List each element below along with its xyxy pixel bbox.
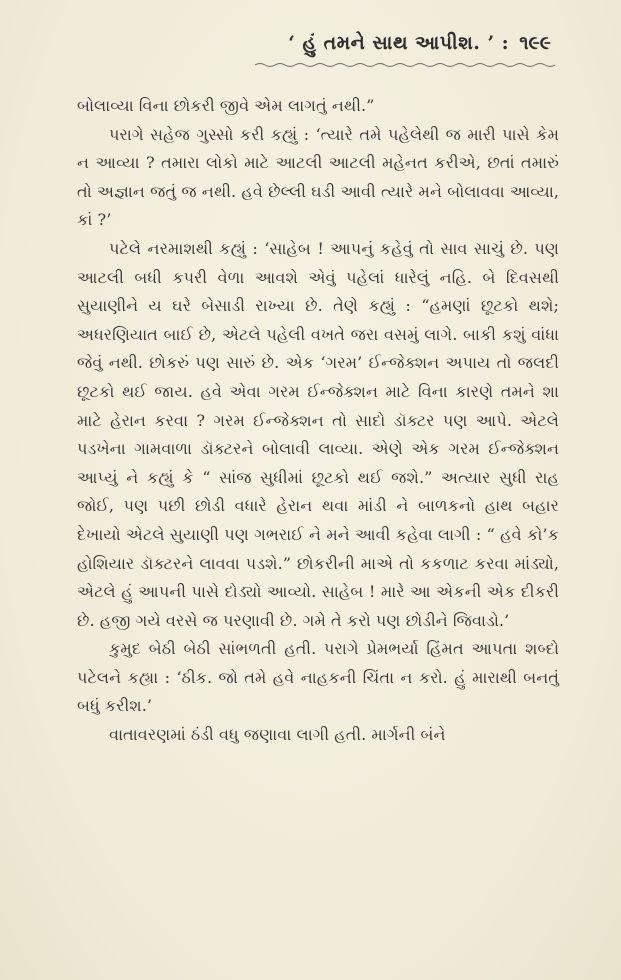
page-number: ૧૯૯	[519, 32, 551, 54]
header-wavy-rule	[255, 62, 555, 68]
paragraph-5: વાતાવરણમાં ઠંડી વધુ જણાવા લાગી હતી. માર્ગની બંને	[109, 725, 446, 745]
body-text	[77, 92, 559, 750]
chapter-title: ‘ હું તમને સાથ આપીશ. ’ :	[288, 32, 510, 54]
running-header	[77, 32, 559, 54]
paragraph-3: પટેલે નરમાશથી કહ્યું : ‘સાહેબ ! આપનું કહેવું તો સાવ સાચું છે. પણ આટલી બધી કપરી વેળા આવશે એવું પહેલાં ધારેલું નહિ. બે દિવસથી સુયાણીને ય ઘરે બેસાડી રાખ્યા છે. તેણે કહ્યું : “હમણાં છૂટકો થશે; અધરણિયાત બાઈ છે, એટલે પહેલી વખતે જરા વસમું લાગે. બાકી કશું વાંધા જેવું નથી. છોકરું પણ સારું છે. એક ‘ગરમ’ ઈન્જેક્શન અપાય તો જલદી છૂટકો થઈ જાય. હવે એવા ગરમ ઈન્જેક્શન માટે વિના કારણે તમને શા માટે હેરાન કરવા ? ગરમ ઈન્જેક્શન તો સાદો ડૉક્ટર પણ આપે. એટલે પડખેના ગામવાળા ડૉક્ટરને બોલાવી લાવ્યા. એણે એક ગરમ ઈન્જેક્શન આપ્યું ને કહ્યું કે “ સાંજ સુધીમાં છૂટકો થઈ જશે.” અત્યાર સુધી રાહ જોઈ, પણ પછી છોડી વધારે હેરાન થવા માંડી ને બાળકનો હાથ બહાર દેખાયો એટલે સુયાણી પણ ગભરાઈ ને મને આવી કહેવા લાગી : “ હવે કો’ક હોશિયાર ડૉક્ટરને લાવવા પડશે.” છોકરીની માએ તો કકળાટ કરવા માંડ્યો, એટલે હું આપની પાસે દોડ્યો આવ્યો. સાહેબ ! મારે આ એકની એક દીકરી છે. હજી ગયે વરસે જ પરણાવી છે. ગમે તે કરો પણ છોડીને જિવાડો.’	[77, 238, 559, 630]
paragraph-2: પરાગે સહેજ ગુસ્સો કરી કહ્યું : ‘ત્યારે તમે પહેલેથી જ મારી પાસે કેમ ન આવ્યા ? તમારા લોકો માટે આટલી આટલી મહેનત કરીએ, છતાં તમારું તો અજ્ઞાન જતું જ નથી. હવે છેલ્લી ઘડી આવી ત્યારે મને બોલાવવા આવ્યા, કાં ?’	[77, 124, 559, 230]
paragraph-4: કુમુદ બેઠી બેઠી સાંભળતી હતી. પરાગે પ્રેમભર્યા હિંમત આપતા શબ્દો પટેલને કહ્યા : ‘ઠીક. જો તમે હવે નાહકની ચિંતા ન કરો. હું મારાથી બનતું બધું કરીશ.’	[77, 639, 559, 716]
paragraph-1: બોલાવ્યા વિના છોકરી જીવે એમ લાગતું નથી.”	[77, 96, 375, 115]
